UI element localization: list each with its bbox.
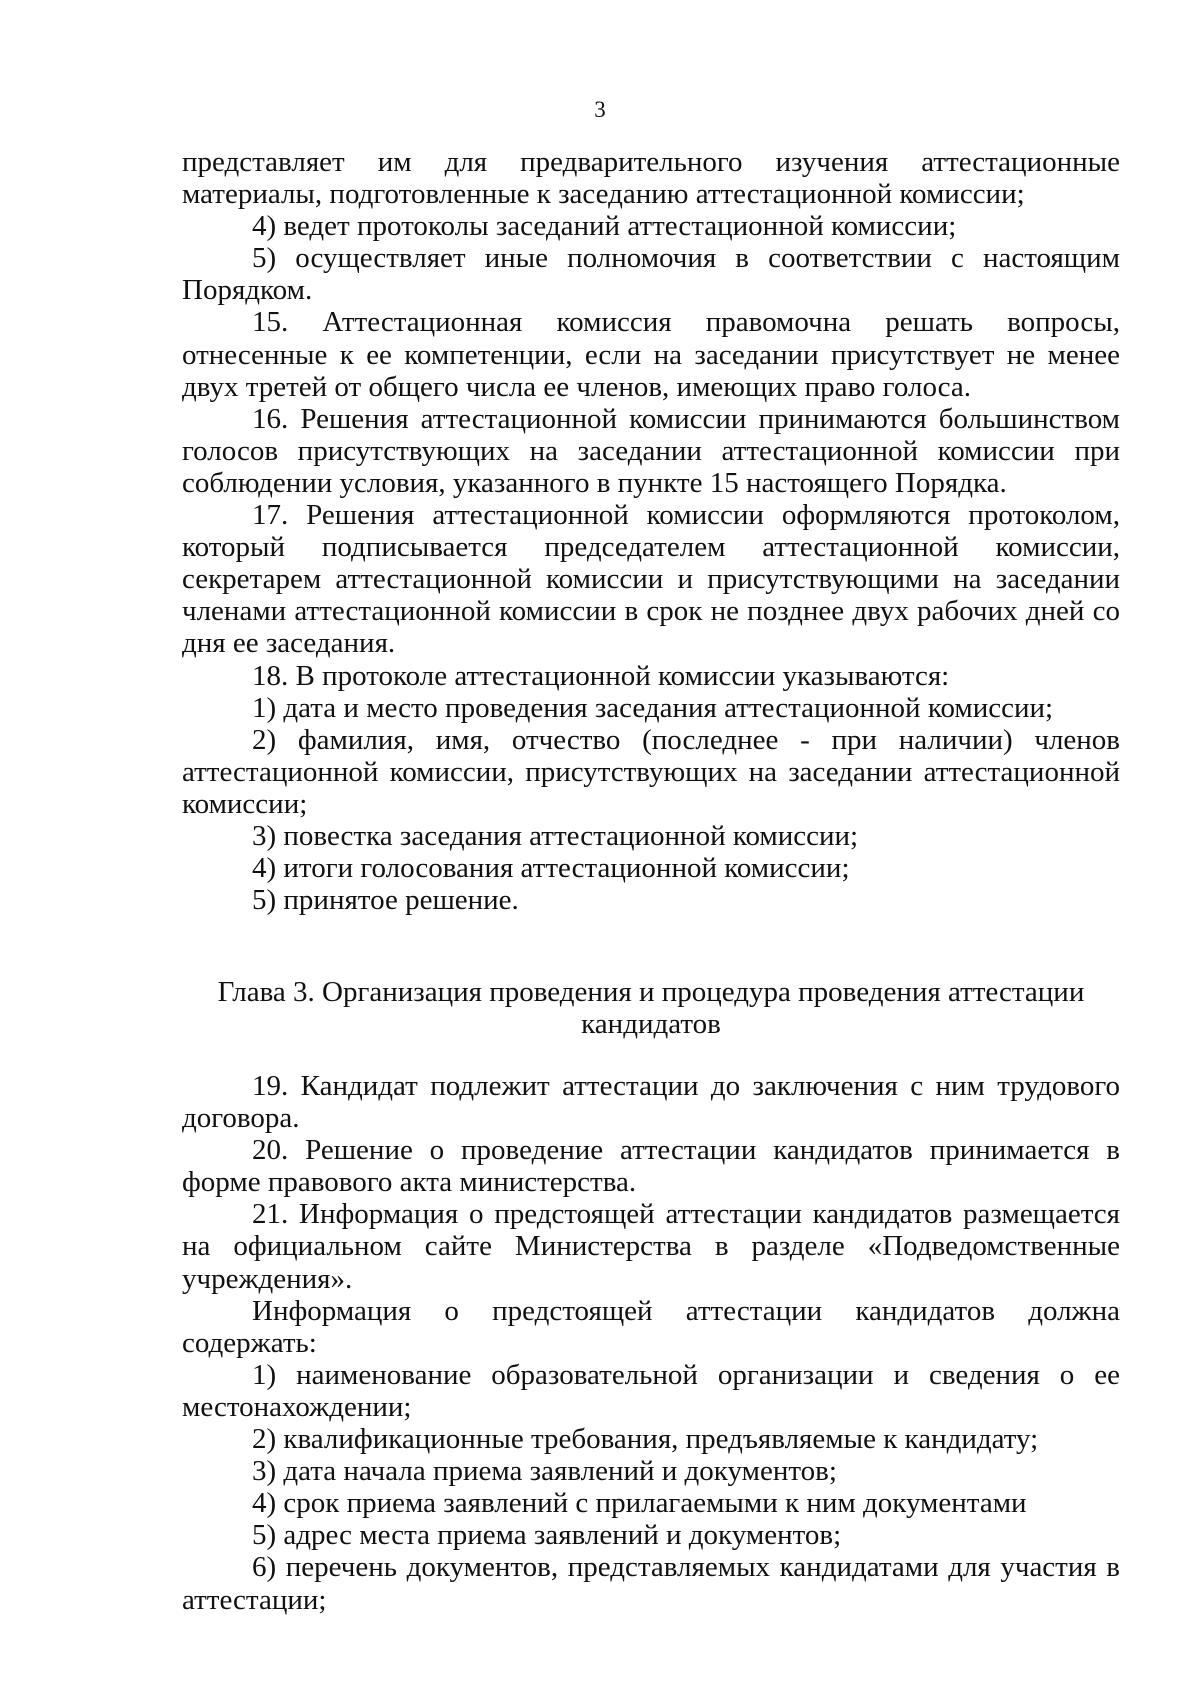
protocol-item-3: 3) повестка заседания аттестационной комиссии;: [252, 819, 859, 852]
paragraph-15: 15. Аттестационная комиссия правомочна решать вопросы, отнесенные к ее компетенции, если на заседании присутствует не менее двух третей от общего числа ее членов, имеющих право голоса.: [182, 306, 1120, 403]
paragraph-21: 21. Информация о предстоящей аттестации кандидатов размещается на официальном сайте Министерства в разделе «Подведомственные учреждения».: [182, 1198, 1120, 1295]
paragraph-17: 17. Решения аттестационной комиссии оформляются протоколом, который подписывается председателем аттестационной комиссии, секретарем аттестационной комиссии и присутствующими на заседании членами аттестационной комиссии в срок не позднее двух рабочих дней со дня ее заседания.: [182, 499, 1120, 660]
paragraph-continuation: представляет им для предварительного изучения аттестационные материалы, подготовленные к заседанию аттестационной комиссии;: [182, 146, 1120, 211]
paragraph-16: 16. Решения аттестационной комиссии принимаются большинством голосов присутствующих на заседании аттестационной комиссии при соблюдении условия, указанного в пункте 15 настоящего Порядка.: [182, 402, 1120, 499]
protocol-item-2: 2) фамилия, имя, отчество (последнее - при наличии) членов аттестационной комиссии, присутствующих на заседании аттестационной комиссии;: [182, 723, 1120, 820]
info-item-1: 1) наименование образовательной организации и сведения о ее местонахождении;: [182, 1358, 1120, 1423]
info-item-5: 5) адрес места приема заявлений и документов;: [252, 1519, 842, 1552]
page-number: 3: [594, 97, 606, 122]
section-a-text: [182, 146, 1120, 916]
protocol-item-4: 4) итоги голосования аттестационной комиссии;: [252, 852, 850, 885]
paragraph-20: 20. Решение о проведение аттестации кандидатов принимается в форме правового акта министерства.: [182, 1134, 1120, 1199]
info-item-4: 4) срок приема заявлений с прилагаемыми к ним документами: [252, 1487, 1027, 1520]
info-item-3: 3) дата начала приема заявлений и документов;: [252, 1455, 837, 1488]
protocol-item-5: 5) принятое решение.: [252, 884, 519, 917]
paragraph-19: 19. Кандидат подлежит аттестации до заключения с ним трудового договора.: [182, 1070, 1120, 1135]
info-contents-intro: Информация о предстоящей аттестации кандидатов должна содержать:: [182, 1294, 1120, 1359]
paragraph-item-5: 5) осуществляет иные полномочия в соответствии с настоящим Порядком.: [182, 242, 1120, 307]
paragraph-18: 18. В протоколе аттестационной комиссии указываются:: [252, 659, 950, 692]
info-item-6: 6) перечень документов, представляемых кандидатами для участия в аттестации;: [182, 1551, 1120, 1616]
section-b-text: [182, 1070, 1120, 1616]
chapter-heading-line-2: кандидатов: [581, 1008, 721, 1040]
chapter-heading: [182, 976, 1120, 1040]
chapter-heading-line-1: Глава 3. Организация проведения и процедура проведения аттестации: [217, 976, 1085, 1008]
info-item-2: 2) квалификационные требования, предъявляемые к кандидату;: [252, 1423, 1039, 1456]
protocol-item-1: 1) дата и место проведения заседания аттестационной комиссии;: [252, 691, 1054, 724]
paragraph-item-4: 4) ведет протоколы заседаний аттестационной комиссии;: [252, 210, 957, 243]
